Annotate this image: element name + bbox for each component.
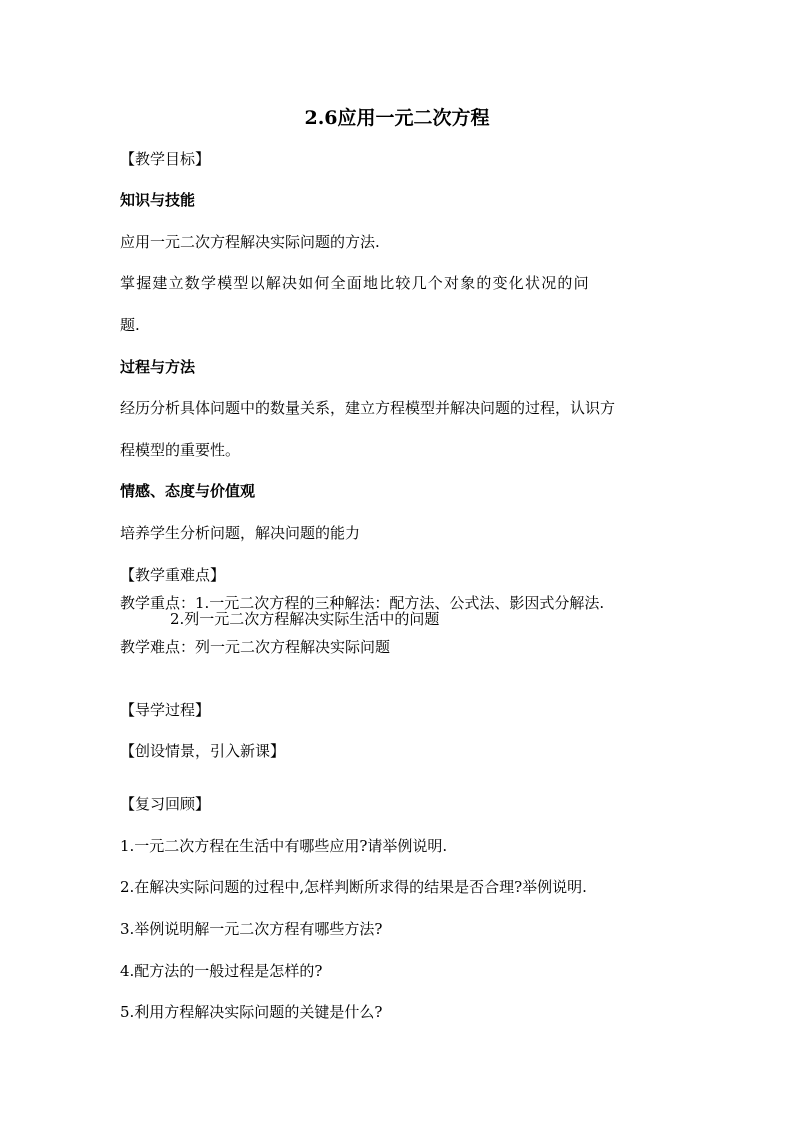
review-heading: 【复习回顾】 (120, 795, 211, 813)
review-question-4: 4.配方法的一般过程是怎样的? (120, 962, 323, 980)
process-heading: 过程与方法 (120, 358, 196, 376)
review-question-5: 5.利用方程解决实际问题的关键是什么? (120, 1003, 383, 1021)
key-difficult-heading: 【教学重难点】 (120, 566, 226, 584)
page-title: 2.6应用一元二次方程 (304, 107, 490, 129)
review-question-1: 1.一元二次方程在生活中有哪些应用?请举例说明. (120, 837, 448, 855)
guide-heading: 【导学过程】 (120, 701, 211, 719)
difficult-point: 教学难点：列一元二次方程解决实际问题 (120, 638, 391, 656)
review-question-2: 2.在解决实际问题的过程中,怎样判断所求得的结果是否合理?举例说明. (120, 878, 587, 896)
key-point-1: 教学重点：1.一元二次方程的三种解法：配方法、公式法、影因式分解法. (120, 594, 605, 612)
emotion-heading: 情感、态度与价值观 (120, 482, 256, 500)
process-line-1-cont: 程模型的重要性。 (120, 441, 241, 459)
emotion-line-1: 培养学生分析问题，解决问题的能力 (120, 524, 361, 542)
scene-heading: 【创设情景，引入新课】 (120, 742, 286, 760)
review-question-3: 3.举例说明解一元二次方程有哪些方法? (120, 920, 383, 938)
key-point-2: 2.列一元二次方程解决实际生活中的问题 (170, 610, 440, 628)
objectives-heading: 【教学目标】 (120, 150, 211, 168)
process-line-1: 经历分析具体问题中的数量关系，建立方程模型并解决问题的过程，认识方 (120, 399, 616, 417)
knowledge-heading: 知识与技能 (120, 191, 196, 209)
knowledge-line-1: 应用一元二次方程解决实际问题的方法. (120, 233, 380, 251)
knowledge-line-2-cont: 题. (120, 316, 140, 334)
knowledge-line-2: 掌握建立数学模型以解决如何全面地比较几个对象的变化状况的问 (120, 274, 590, 292)
